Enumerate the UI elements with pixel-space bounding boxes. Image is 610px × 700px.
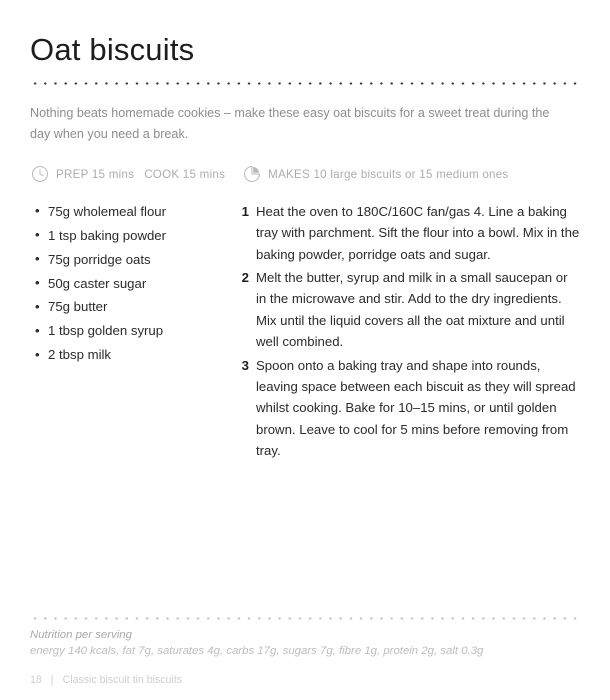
- method-section: [230, 201, 580, 464]
- step-text: Heat the oven to 180C/160C fan/gas 4. Line a baking tray with parchment. Sift the flour into a bowl. Mix in the baking powder, porridge oats and sugar.: [256, 203, 580, 262]
- nutrition-heading: Nutrition per serving: [30, 629, 132, 641]
- meta-time: [30, 165, 225, 184]
- list-item: • 50g caster sugar: [35, 273, 230, 294]
- list-item: • 75g butter: [35, 296, 230, 317]
- nutrition-values: energy 140 kcals, fat 7g, saturates 4g, carbs 17g, sugars 7g, fibre 1g, protein 2g, salt 0.3g: [30, 645, 484, 657]
- step-number: 1: [241, 203, 249, 219]
- footer-separator: |: [50, 674, 54, 686]
- meta-yield: [242, 165, 508, 184]
- portion-icon: [242, 165, 261, 184]
- step-text: Melt the butter, syrup and milk in a small saucepan or in the microwave and stir. Add to the dry ingredients. Mix until the liquid covers all the oat mixture and until well combined.: [256, 270, 568, 350]
- list-item: [237, 201, 580, 265]
- method-list: [237, 201, 580, 462]
- title-divider: [30, 82, 580, 85]
- page-title: Oat biscuits: [30, 32, 195, 67]
- cook-time-label: COOK 15 mins: [144, 167, 226, 181]
- step-text: Spoon onto a baking tray and shape into rounds, leaving space between each biscuit as they will spread whilst cooking. Bake for 10–15 mins, or until golden brown. Leave to cool for 5 mins before removing from tray.: [256, 357, 576, 459]
- step-number: 3: [241, 357, 249, 373]
- recipe-body: [30, 201, 580, 464]
- clock-icon: [30, 165, 49, 184]
- makes-label: MAKES 10 large biscuits or 15 medium ones: [268, 167, 509, 181]
- page-footer: [30, 674, 580, 686]
- recipe-intro: Nothing beats homemade cookies – make these easy oat biscuits for a sweet treat during the day when you need a break.: [30, 105, 550, 141]
- ingredients-list: [35, 201, 230, 366]
- step-number: 2: [241, 270, 249, 286]
- list-item: • 1 tbsp golden syrup: [35, 320, 230, 341]
- section-title: Classic biscuit tin biscuits: [62, 674, 183, 686]
- prep-time-label: PREP 15 mins: [56, 167, 135, 181]
- ingredients-section: [30, 201, 230, 368]
- list-item: • 75g wholemeal flour: [35, 201, 230, 222]
- list-item: • 1 tsp baking powder: [35, 225, 230, 246]
- list-item: [237, 267, 580, 353]
- page-number: 18: [30, 674, 42, 686]
- list-item: • 2 tbsp milk: [35, 344, 230, 365]
- recipe-meta: [30, 165, 580, 184]
- list-item: [237, 355, 580, 462]
- list-item: • 75g porridge oats: [35, 249, 230, 270]
- footer-divider: [30, 617, 580, 620]
- page-footer-section: [30, 603, 580, 686]
